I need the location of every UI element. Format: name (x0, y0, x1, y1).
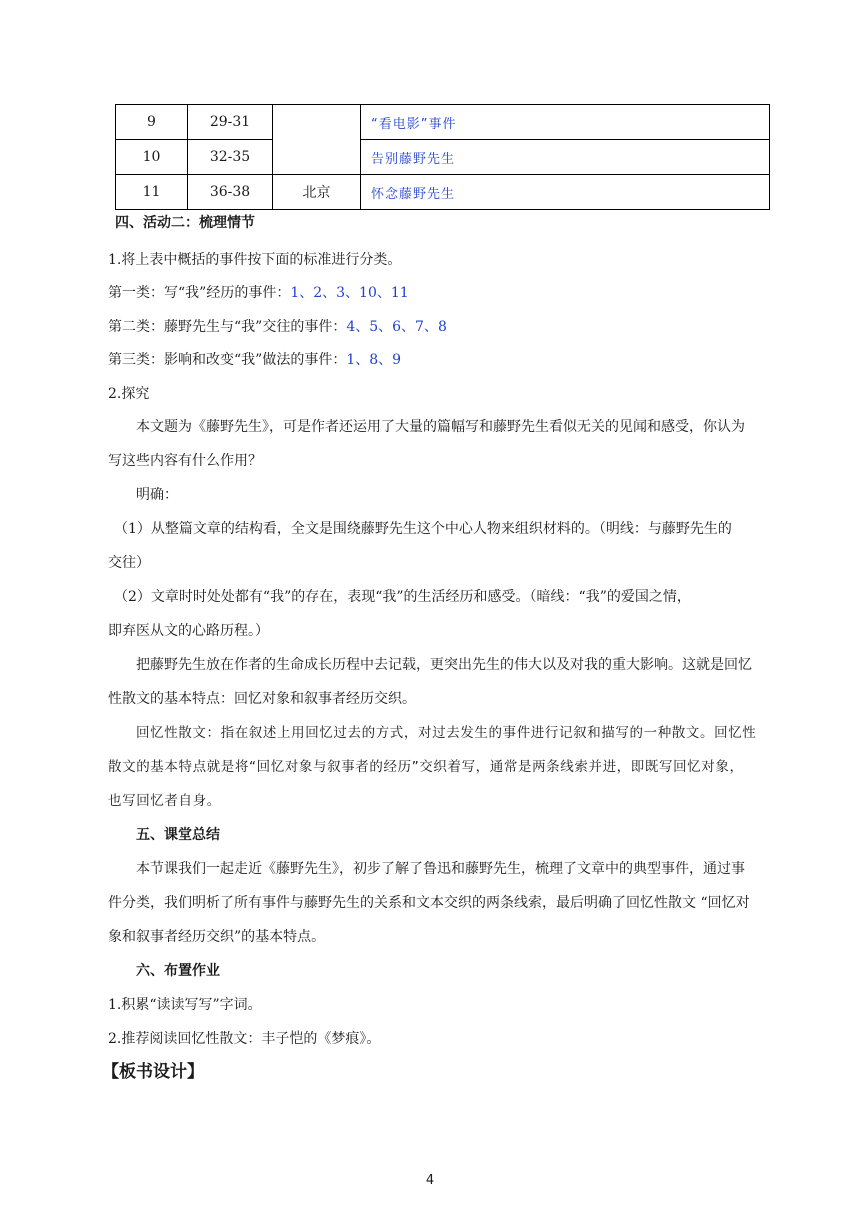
table-row (116, 140, 770, 175)
table-row (116, 175, 770, 210)
row-number: 10 (116, 140, 188, 175)
category-line (108, 283, 409, 303)
paragraph-line: （2）文章时时处处都有“我”的存在，表现“我”的生活经历和感受。（暗线：“我”的爱国之情， (114, 589, 691, 605)
paragraph-line: 写这些内容有什么作用？ (108, 453, 262, 469)
homework-item: 2.推荐阅读回忆性散文：丰子恺的《梦痕》。 (108, 1031, 381, 1047)
paragraph-line: 象和叙事者经历交织”的基本特点。 (108, 929, 326, 945)
category-line (108, 317, 447, 337)
paragraph-line: 明确： (136, 487, 178, 503)
row-number: 11 (116, 175, 188, 210)
paragraph-line: 交往） (108, 555, 150, 571)
row-event: 告别藤野先生 (361, 140, 770, 175)
category-label: 第二类：藤野先生与“我”交往的事件： (108, 319, 347, 335)
paragraph-line: 件分类，我们明析了所有事件与藤野先生的关系和文本交织的两条线索，最后明确了回忆性散文 “回忆对 (108, 895, 750, 911)
page-number: 4 (425, 1173, 435, 1188)
section-heading: 六、布置作业 (136, 963, 220, 979)
paragraph-line: 即弃医从文的心路历程。） (108, 623, 269, 639)
paragraph-line: 性散文的基本特点：回忆对象和叙事者经历交织。 (108, 691, 416, 707)
section-heading: 四、活动二：梳理情节 (115, 215, 255, 231)
table-row (116, 105, 770, 140)
category-answer: 1、2、3、10、11 (290, 285, 409, 301)
paragraph-line: （1）从整篇文章的结构看，全文是围绕藤野先生这个中心人物来组织材料的。（明线：与藤野先生的 (114, 521, 732, 537)
category-label: 第三类：影响和改变“我”做法的事件： (108, 352, 347, 368)
paragraph-line: 本文题为《藤野先生》，可是作者还运用了大量的篇幅写和藤野先生看似无关的见闻和感受，你认为 (136, 419, 745, 435)
row-paragraphs: 36-38 (188, 175, 273, 210)
paragraph-line: 把藤野先生放在作者的生命成长历程中去记载，更突出先生的伟大以及对我的重大影响。这就是回忆 (136, 657, 752, 673)
board-design-heading: 【板书设计】 (102, 1062, 204, 1082)
row-paragraphs: 29-31 (188, 105, 273, 140)
paragraph-line: 2.探究 (108, 386, 150, 402)
definition-line: 回忆性散文：指在叙述上用回忆过去的方式，对过去发生的事件进行记叙和描写的一种散文。回忆性 (136, 725, 757, 741)
category-answer: 1、8、9 (346, 352, 402, 368)
events-table (115, 104, 770, 210)
row-number: 9 (116, 105, 188, 140)
category-answer: 4、5、6、7、8 (346, 319, 447, 335)
category-line (108, 350, 401, 370)
row-paragraphs: 32-35 (188, 140, 273, 175)
paragraph-line: 本节课我们一起走近《藤野先生》，初步了解了鲁迅和藤野先生，梳理了文章中的典型事件，通过事 (136, 861, 745, 877)
row-event: 怀念藤野先生 (361, 175, 770, 210)
row-event: “看电影”事件 (361, 105, 770, 140)
definition-line: 散文的基本特点就是将“回忆对象与叙事者的经历”交织着写，通常是两条线索并进，即既写回忆对象， (108, 759, 744, 775)
row-place (273, 105, 361, 175)
homework-item: 1.积累“读读写写”字词。 (108, 997, 262, 1013)
paragraph-line: 1.将上表中概括的事件按下面的标准进行分类。 (108, 252, 402, 268)
row-place: 北京 (273, 175, 361, 210)
category-label: 第一类：写“我”经历的事件： (108, 285, 291, 301)
section-heading: 五、课堂总结 (136, 827, 220, 843)
definition-line: 也写回忆者自身。 (108, 793, 221, 809)
